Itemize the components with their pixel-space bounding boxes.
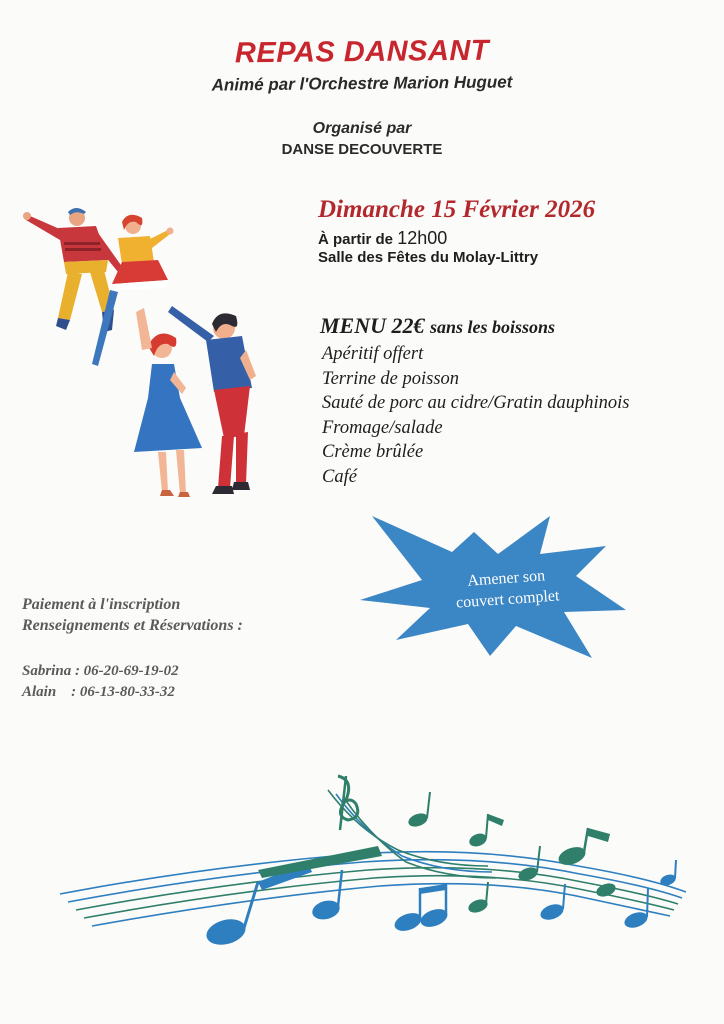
payment-line: Paiement à l'inscription <box>22 596 181 613</box>
event-subtitle: Animé par l'Orchestre Marion Huguet <box>211 72 513 95</box>
menu-item: Café <box>322 466 357 487</box>
dancer-woman-bottom <box>134 308 202 497</box>
contact-sabrina: Sabrina : 06-20-69-19-02 <box>22 663 179 679</box>
menu-item: Apéritif offert <box>322 344 424 364</box>
menu-item: Crème brûlée <box>322 442 424 462</box>
menu-list <box>322 342 629 489</box>
menu-item: Sauté de porc au cidre/Gratin dauphinois <box>322 393 630 413</box>
dancing-couples-illustration <box>18 200 278 500</box>
menu-item: Fromage/salade <box>322 417 443 438</box>
music-notes-staff-illustration <box>58 770 698 960</box>
payment-info <box>22 594 243 636</box>
event-venue: Salle des Fêtes du Molay-Littry <box>318 249 539 266</box>
time-value: 12h00 <box>397 228 448 248</box>
organizer-name: DANSE DECOUVERTE <box>281 141 443 158</box>
star-badge-line2: couvert complet <box>455 587 560 612</box>
menu-price-note: sans les boissons <box>430 317 556 337</box>
contact-alain: Alain : 06-13-80-33-32 <box>22 684 175 700</box>
staff-lines <box>60 790 686 926</box>
menu-price: MENU 22€ <box>320 313 425 338</box>
time-prefix: À partir de <box>318 231 394 248</box>
star-badge-line1: Amener son <box>466 567 546 590</box>
event-time <box>318 228 447 249</box>
organized-by-label: Organisé par <box>312 120 412 137</box>
contacts-list <box>22 661 179 703</box>
event-title: REPAS DANSANT <box>234 34 490 70</box>
menu-title <box>320 313 555 339</box>
reservation-line: Renseignements et Réservations : <box>22 617 243 634</box>
event-date: Dimanche 15 Février 2026 <box>318 196 596 223</box>
menu-item: Terrine de poisson <box>322 368 460 389</box>
